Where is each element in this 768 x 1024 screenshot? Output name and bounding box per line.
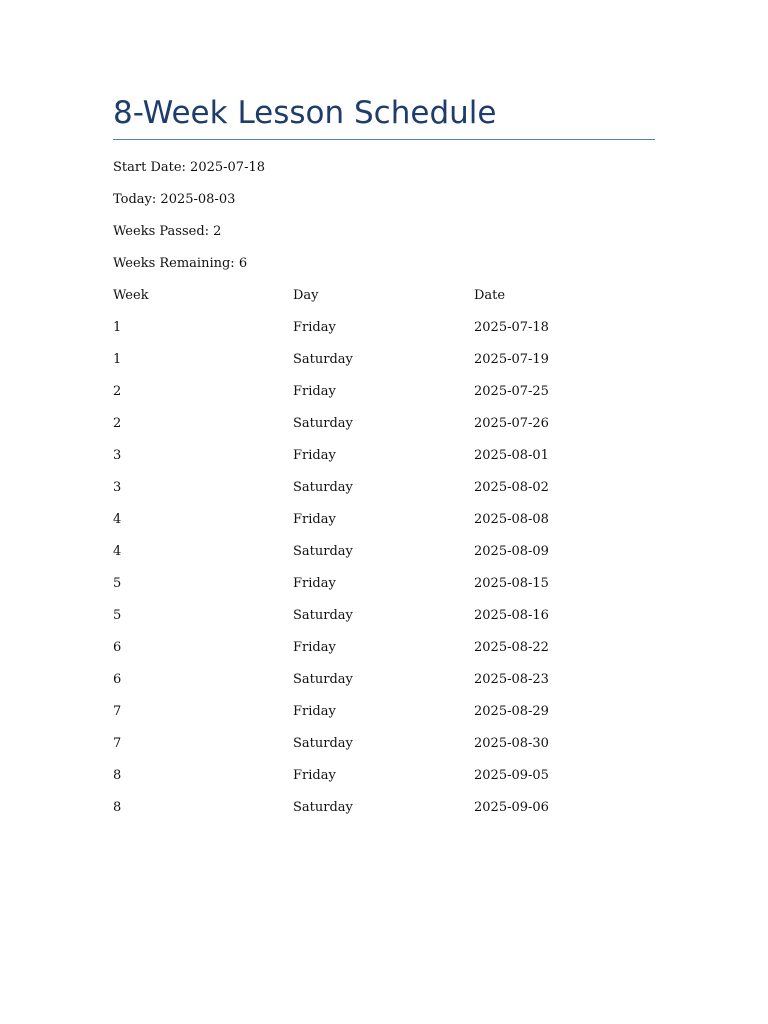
weeks-passed-text: Weeks Passed: 2: [113, 224, 222, 239]
day-cell: Friday: [293, 576, 336, 591]
week-cell: 2: [113, 416, 122, 431]
week-cell: 6: [113, 640, 122, 655]
date-cell: 2025-07-25: [474, 384, 549, 399]
date-cell: 2025-08-22: [474, 640, 549, 655]
table-row: [113, 671, 655, 703]
column-header-date: Date: [474, 288, 506, 303]
week-cell: 1: [113, 352, 122, 367]
date-cell: 2025-08-15: [474, 576, 549, 591]
week-cell: 3: [113, 448, 122, 463]
week-cell: 5: [113, 608, 122, 623]
date-cell: 2025-08-08: [474, 512, 549, 527]
table-row: [113, 735, 655, 767]
date-cell: 2025-07-19: [474, 352, 549, 367]
table-body: [113, 319, 655, 831]
table-row: [113, 575, 655, 607]
table-header-row: [113, 287, 655, 319]
day-cell: Saturday: [293, 416, 353, 431]
date-cell: 2025-08-23: [474, 672, 549, 687]
title-divider: [113, 139, 655, 140]
day-cell: Saturday: [293, 736, 353, 751]
day-cell: Friday: [293, 704, 336, 719]
week-cell: 7: [113, 736, 122, 751]
date-cell: 2025-08-01: [474, 448, 549, 463]
table-row: [113, 511, 655, 543]
page-title: 8-Week Lesson Schedule: [113, 95, 497, 131]
date-cell: 2025-08-29: [474, 704, 549, 719]
table-row: [113, 415, 655, 447]
table-row: [113, 543, 655, 575]
week-cell: 4: [113, 512, 122, 527]
day-cell: Friday: [293, 640, 336, 655]
week-cell: 8: [113, 800, 122, 815]
table-row: [113, 479, 655, 511]
week-cell: 4: [113, 544, 122, 559]
day-cell: Friday: [293, 384, 336, 399]
day-cell: Saturday: [293, 352, 353, 367]
date-cell: 2025-07-18: [474, 320, 549, 335]
day-cell: Saturday: [293, 480, 353, 495]
day-cell: Friday: [293, 320, 336, 335]
day-cell: Saturday: [293, 544, 353, 559]
week-cell: 2: [113, 384, 122, 399]
table-row: [113, 799, 655, 831]
date-cell: 2025-08-09: [474, 544, 549, 559]
schedule-table: [113, 287, 655, 831]
week-cell: 6: [113, 672, 122, 687]
table-row: [113, 447, 655, 479]
day-cell: Friday: [293, 512, 336, 527]
week-cell: 5: [113, 576, 122, 591]
table-row: [113, 767, 655, 799]
week-cell: 7: [113, 704, 122, 719]
weeks-remaining-text: Weeks Remaining: 6: [113, 256, 248, 271]
day-cell: Saturday: [293, 800, 353, 815]
date-cell: 2025-09-05: [474, 768, 549, 783]
table-row: [113, 319, 655, 351]
date-cell: 2025-08-02: [474, 480, 549, 495]
day-cell: Friday: [293, 768, 336, 783]
week-cell: 8: [113, 768, 122, 783]
table-row: [113, 639, 655, 671]
table-row: [113, 703, 655, 735]
date-cell: 2025-08-16: [474, 608, 549, 623]
column-header-week: Week: [113, 288, 149, 303]
date-cell: 2025-07-26: [474, 416, 549, 431]
table-row: [113, 351, 655, 383]
table-row: [113, 607, 655, 639]
start-date-text: Start Date: 2025-07-18: [113, 160, 266, 175]
day-cell: Saturday: [293, 608, 353, 623]
date-cell: 2025-09-06: [474, 800, 549, 815]
today-date-text: Today: 2025-08-03: [113, 192, 236, 207]
table-row: [113, 383, 655, 415]
day-cell: Saturday: [293, 672, 353, 687]
date-cell: 2025-08-30: [474, 736, 549, 751]
week-cell: 1: [113, 320, 122, 335]
day-cell: Friday: [293, 448, 336, 463]
column-header-day: Day: [293, 288, 319, 303]
week-cell: 3: [113, 480, 122, 495]
